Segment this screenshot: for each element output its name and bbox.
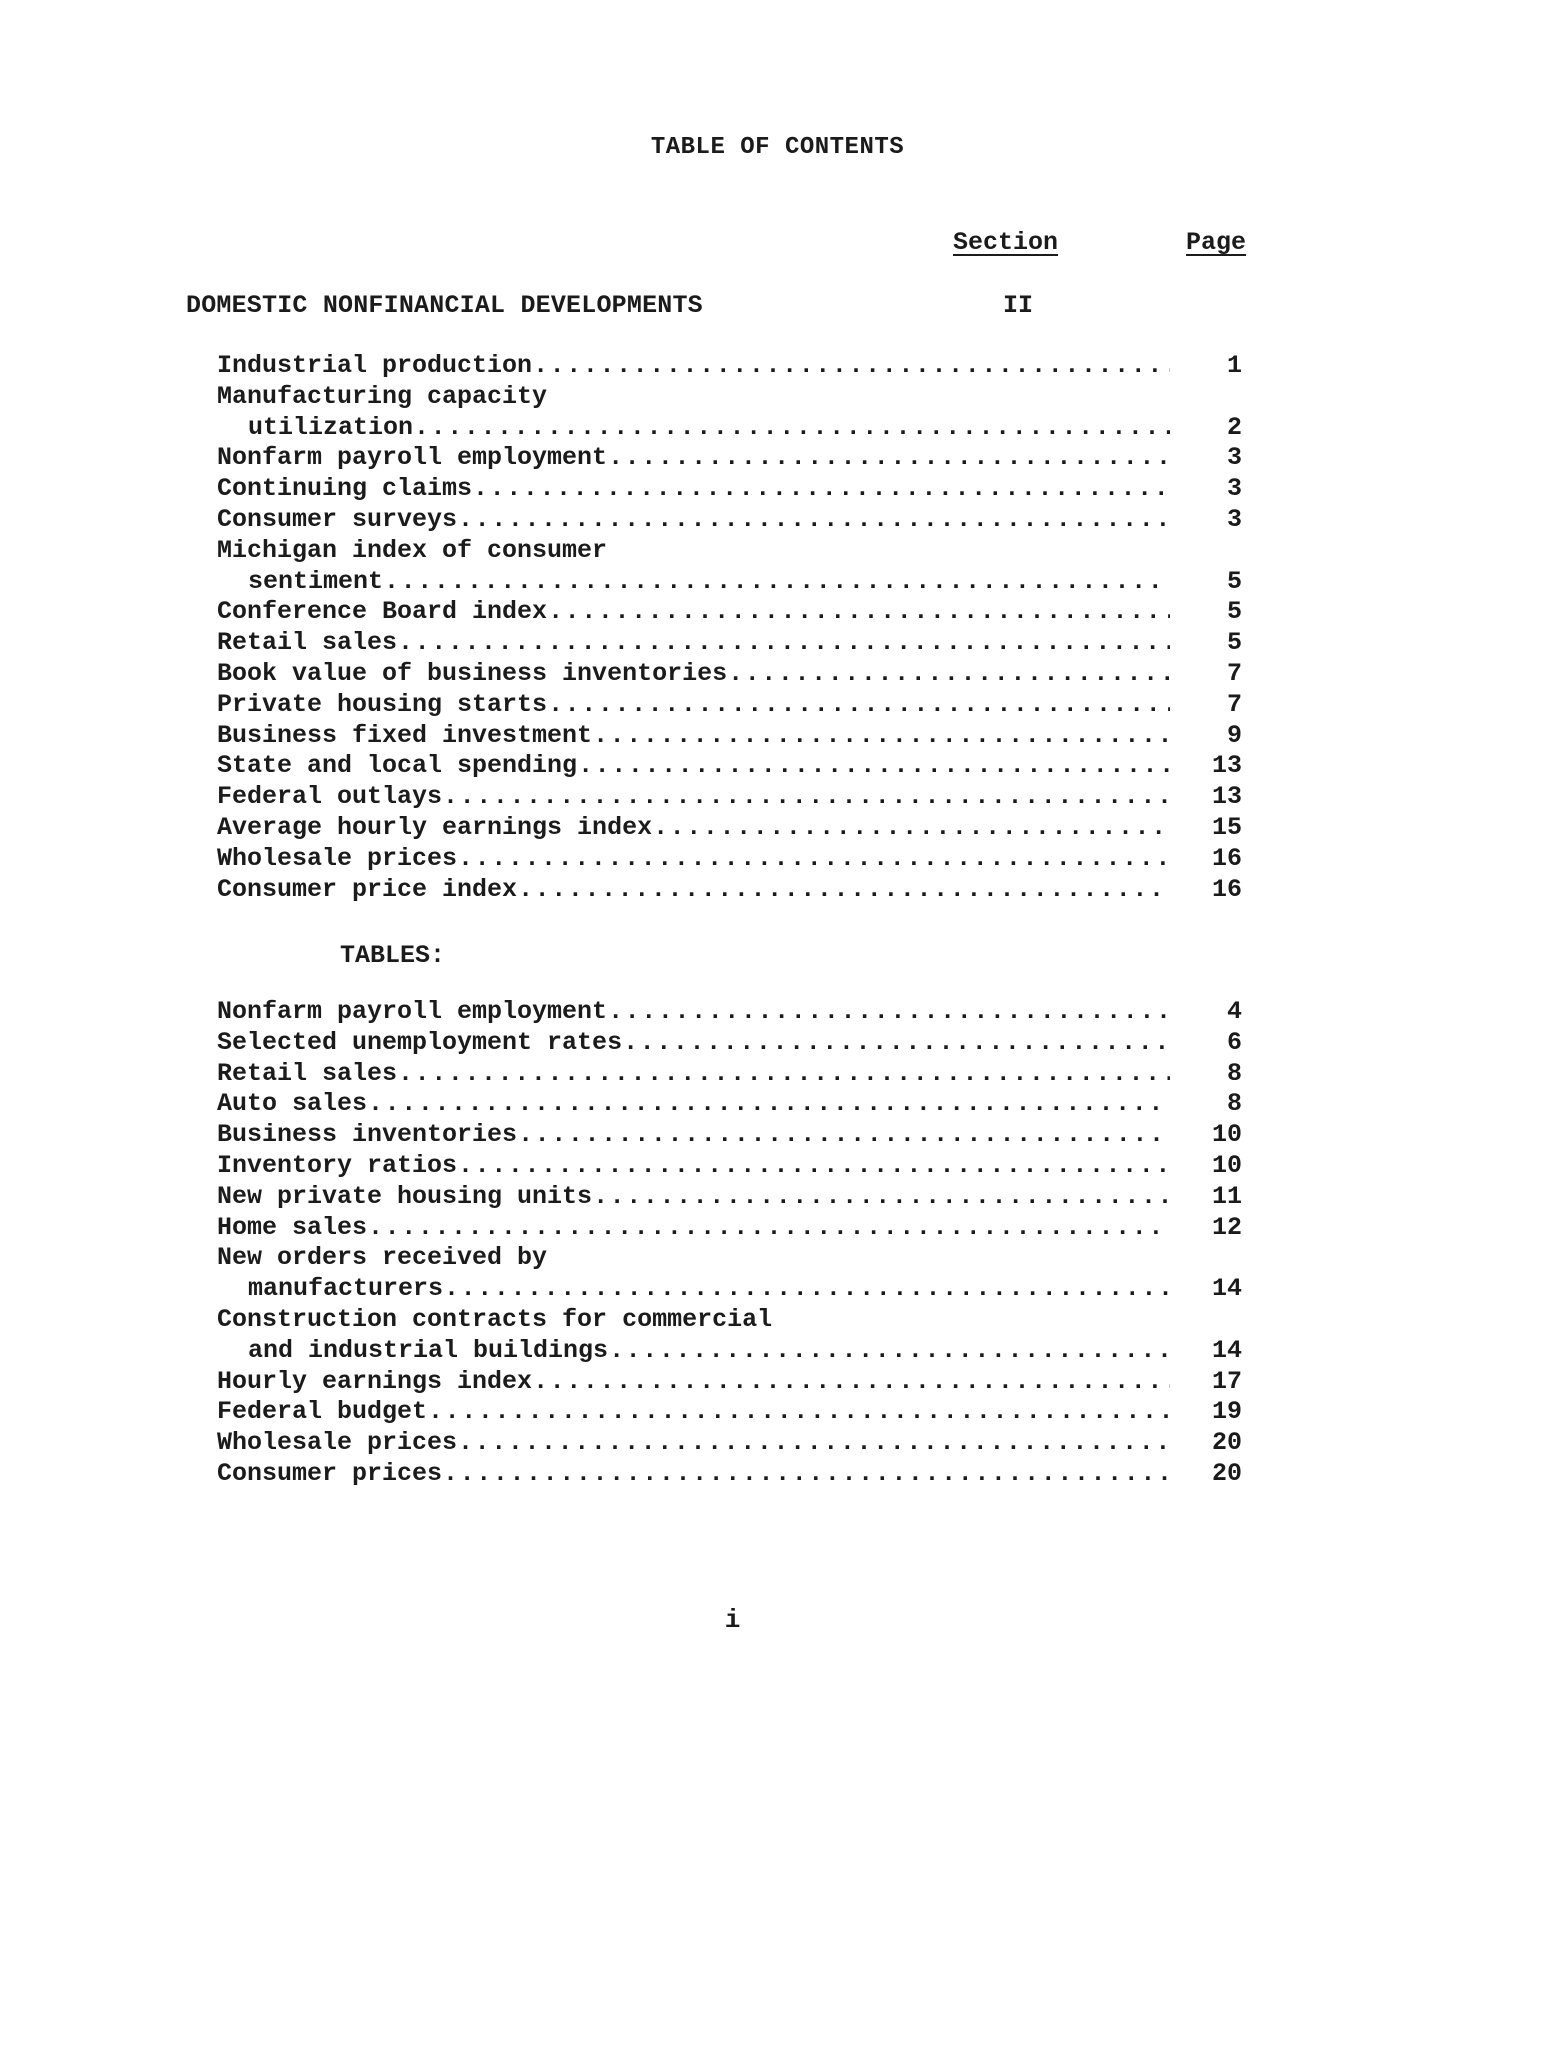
toc-page-number: 15: [1211, 812, 1242, 842]
toc-entry: [217, 1459, 1242, 1490]
toc-page-number: 6: [1226, 1027, 1242, 1057]
toc-entry-text: Construction contracts for commercial: [217, 1304, 773, 1334]
toc-entry: [217, 844, 1242, 875]
dot-leader: [444, 1274, 1170, 1305]
dot-leader: [443, 782, 1170, 813]
toc-entry: [217, 690, 1242, 721]
toc-entry-text: Business fixed investment: [217, 720, 593, 750]
toc-line: [217, 721, 1242, 752]
toc-entry: [217, 505, 1242, 536]
toc-line: [217, 1428, 1242, 1459]
section-heading: DOMESTIC NONFINANCIAL DEVELOPMENTS: [186, 291, 703, 320]
dot-leader: [609, 1336, 1170, 1367]
toc-entry-text: Retail sales: [217, 628, 398, 658]
dot-leader: [593, 1182, 1170, 1213]
dot-leader: [548, 690, 1170, 721]
dot-leader: [518, 875, 1170, 906]
dot-leader: [473, 474, 1170, 505]
toc-entry: [217, 1151, 1242, 1182]
toc-page-number: 13: [1211, 782, 1242, 812]
toc-line: [217, 1120, 1242, 1151]
dot-leader: [458, 1151, 1170, 1182]
toc-entry-text: Continuing claims: [217, 474, 473, 504]
toc-line: [217, 1089, 1242, 1120]
toc-page-number: 20: [1211, 1458, 1242, 1488]
toc-line: [217, 875, 1242, 906]
dot-leader: [728, 659, 1170, 690]
toc-entry-text: Private housing starts: [217, 689, 548, 719]
dot-leader: [593, 721, 1170, 752]
dot-leader: [443, 1459, 1170, 1490]
toc-line: [217, 1305, 1242, 1336]
toc-entry: [217, 1182, 1242, 1213]
toc-line: [217, 1367, 1242, 1398]
dot-leader: [578, 751, 1170, 782]
toc-entry: [217, 875, 1242, 906]
toc-entry-text: Business inventories: [217, 1120, 518, 1150]
toc-entry-text: Nonfarm payroll employment: [217, 443, 608, 473]
toc-entry-text: Wholesale prices: [217, 1428, 458, 1458]
toc-entry: [217, 813, 1242, 844]
toc-line: [217, 659, 1242, 690]
toc-line: [217, 1397, 1242, 1428]
toc-line: [217, 690, 1242, 721]
toc-entry: [217, 721, 1242, 752]
toc-entry-text: utilization: [248, 412, 414, 442]
toc-entry-text: New orders received by: [217, 1243, 548, 1273]
toc-entry: [217, 474, 1242, 505]
tables-list: [217, 997, 1242, 1490]
toc-line: [217, 1243, 1242, 1274]
page-title: TABLE OF CONTENTS: [650, 134, 905, 161]
toc-line: [217, 597, 1242, 628]
dot-leader: [623, 1028, 1170, 1059]
toc-page-number: 11: [1211, 1181, 1242, 1211]
toc-entry-text: Conference Board index: [217, 597, 548, 627]
dot-leader: [518, 1120, 1170, 1151]
toc-entry-text: Federal outlays: [217, 782, 443, 812]
toc-page-number: 14: [1211, 1335, 1242, 1365]
dot-leader: [548, 597, 1170, 628]
toc-page-number: 7: [1226, 658, 1242, 688]
toc-entry-text: New private housing units: [217, 1181, 593, 1211]
toc-page-number: 9: [1226, 720, 1242, 750]
toc-page-number: 8: [1226, 1089, 1242, 1119]
toc-line: [217, 1151, 1242, 1182]
toc-entry: [217, 597, 1242, 628]
toc-line: [217, 1274, 1242, 1305]
toc-entry-text: Average hourly earnings index: [217, 812, 653, 842]
toc-line: [217, 1459, 1242, 1490]
toc-line: [217, 505, 1242, 536]
dot-leader: [368, 1089, 1170, 1120]
page-number: i: [724, 1605, 741, 1635]
toc-entry-text: Federal budget: [217, 1397, 428, 1427]
toc-page-number: 20: [1211, 1428, 1242, 1458]
toc-page-number: 4: [1226, 997, 1242, 1026]
dot-leader: [608, 997, 1170, 1028]
toc-entry-text: Retail sales: [217, 1058, 398, 1088]
dot-leader: [458, 505, 1170, 536]
toc-entry: [217, 1120, 1242, 1151]
toc-line: [217, 628, 1242, 659]
dot-leader: [384, 567, 1170, 598]
toc-entry: [217, 1028, 1242, 1059]
toc-page-number: 16: [1211, 843, 1242, 873]
toc-line: [217, 443, 1242, 474]
toc-line: [217, 1336, 1242, 1367]
dot-leader: [458, 844, 1170, 875]
toc-entry: [217, 443, 1242, 474]
toc-page-number: 17: [1211, 1366, 1242, 1396]
toc-entry-text: manufacturers: [248, 1274, 444, 1304]
toc-page-number: 16: [1211, 874, 1242, 904]
toc-line: [217, 751, 1242, 782]
toc-page-number: 3: [1226, 504, 1242, 534]
toc-entry-text: Manufacturing capacity: [217, 381, 548, 411]
toc-entry: [217, 1243, 1242, 1305]
dot-leader: [533, 351, 1170, 382]
dot-leader: [368, 1213, 1170, 1244]
toc-line: [217, 997, 1242, 1028]
toc-entry-text: Wholesale prices: [217, 843, 458, 873]
toc-line: [217, 813, 1242, 844]
toc-page-number: 10: [1211, 1150, 1242, 1180]
toc-page-number: 1: [1226, 351, 1242, 380]
toc-line: [217, 413, 1242, 444]
toc-entry: [217, 1059, 1242, 1090]
toc-line: [217, 474, 1242, 505]
toc-line: [217, 1213, 1242, 1244]
dot-leader: [414, 413, 1170, 444]
toc-entry-text: Selected unemployment rates: [217, 1027, 623, 1057]
toc-page-number: 3: [1226, 474, 1242, 504]
toc-line: [217, 351, 1242, 382]
toc-entry: [217, 1213, 1242, 1244]
toc-entry: [217, 751, 1242, 782]
toc-entry: [217, 782, 1242, 813]
toc-page-number: 5: [1226, 628, 1242, 658]
toc-entry: [217, 1428, 1242, 1459]
dot-leader: [398, 628, 1170, 659]
toc-page-number: 8: [1226, 1058, 1242, 1088]
dot-leader: [428, 1397, 1170, 1428]
dot-leader: [458, 1428, 1170, 1459]
toc-entry-text: Michigan index of consumer: [217, 535, 608, 565]
toc-page-number: 3: [1226, 443, 1242, 473]
toc-page-number: 19: [1211, 1397, 1242, 1427]
tables-heading: TABLES:: [340, 941, 446, 970]
toc-entry-text: Nonfarm payroll employment: [217, 997, 608, 1026]
toc-entry-text: Home sales: [217, 1212, 368, 1242]
dot-leader: [608, 443, 1170, 474]
toc-line: [217, 1059, 1242, 1090]
toc-page-number: 5: [1226, 566, 1242, 596]
toc-entry: [217, 997, 1242, 1028]
toc-line: [217, 1182, 1242, 1213]
toc-entry-text: Consumer surveys: [217, 504, 458, 534]
toc-page-number: 5: [1226, 597, 1242, 627]
toc-entry-text: and industrial buildings: [248, 1335, 609, 1365]
toc-entry: [217, 1089, 1242, 1120]
toc-entry: [217, 382, 1242, 444]
toc-entry: [217, 1397, 1242, 1428]
toc-line: [217, 1028, 1242, 1059]
toc-line: [217, 382, 1242, 413]
toc-line: [217, 536, 1242, 567]
toc-page-number: 10: [1211, 1120, 1242, 1150]
toc-entry-text: Hourly earnings index: [217, 1366, 533, 1396]
toc-entry-text: Book value of business inventories: [217, 658, 728, 688]
toc-line: [217, 782, 1242, 813]
toc-entry-text: Consumer prices: [217, 1458, 443, 1488]
toc-entry: [217, 628, 1242, 659]
toc-line: [217, 567, 1242, 598]
toc-entry-text: Consumer price index: [217, 874, 518, 904]
toc-page-number: 7: [1226, 689, 1242, 719]
toc-page-number: 13: [1211, 751, 1242, 781]
toc-entry: [217, 1305, 1242, 1367]
toc-page-number: 2: [1226, 412, 1242, 442]
toc-entry-text: Industrial production: [217, 351, 533, 380]
contents-list: [217, 351, 1242, 905]
toc-entry-text: Auto sales: [217, 1089, 368, 1119]
toc-entry-text: sentiment: [248, 566, 384, 596]
toc-entry: [217, 659, 1242, 690]
toc-entry: [217, 1367, 1242, 1398]
toc-entry: [217, 351, 1242, 382]
section-column-header: Section: [953, 228, 1059, 257]
toc-page-number: 14: [1211, 1274, 1242, 1304]
dot-leader: [398, 1059, 1170, 1090]
toc-page-number: 12: [1211, 1212, 1242, 1242]
page-column-header: Page: [1186, 228, 1247, 257]
dot-leader: [533, 1367, 1170, 1398]
toc-line: [217, 844, 1242, 875]
section-number: II: [1003, 291, 1034, 320]
toc-entry-text: Inventory ratios: [217, 1150, 458, 1180]
dot-leader: [653, 813, 1170, 844]
toc-entry-text: State and local spending: [217, 751, 578, 781]
toc-entry: [217, 536, 1242, 598]
